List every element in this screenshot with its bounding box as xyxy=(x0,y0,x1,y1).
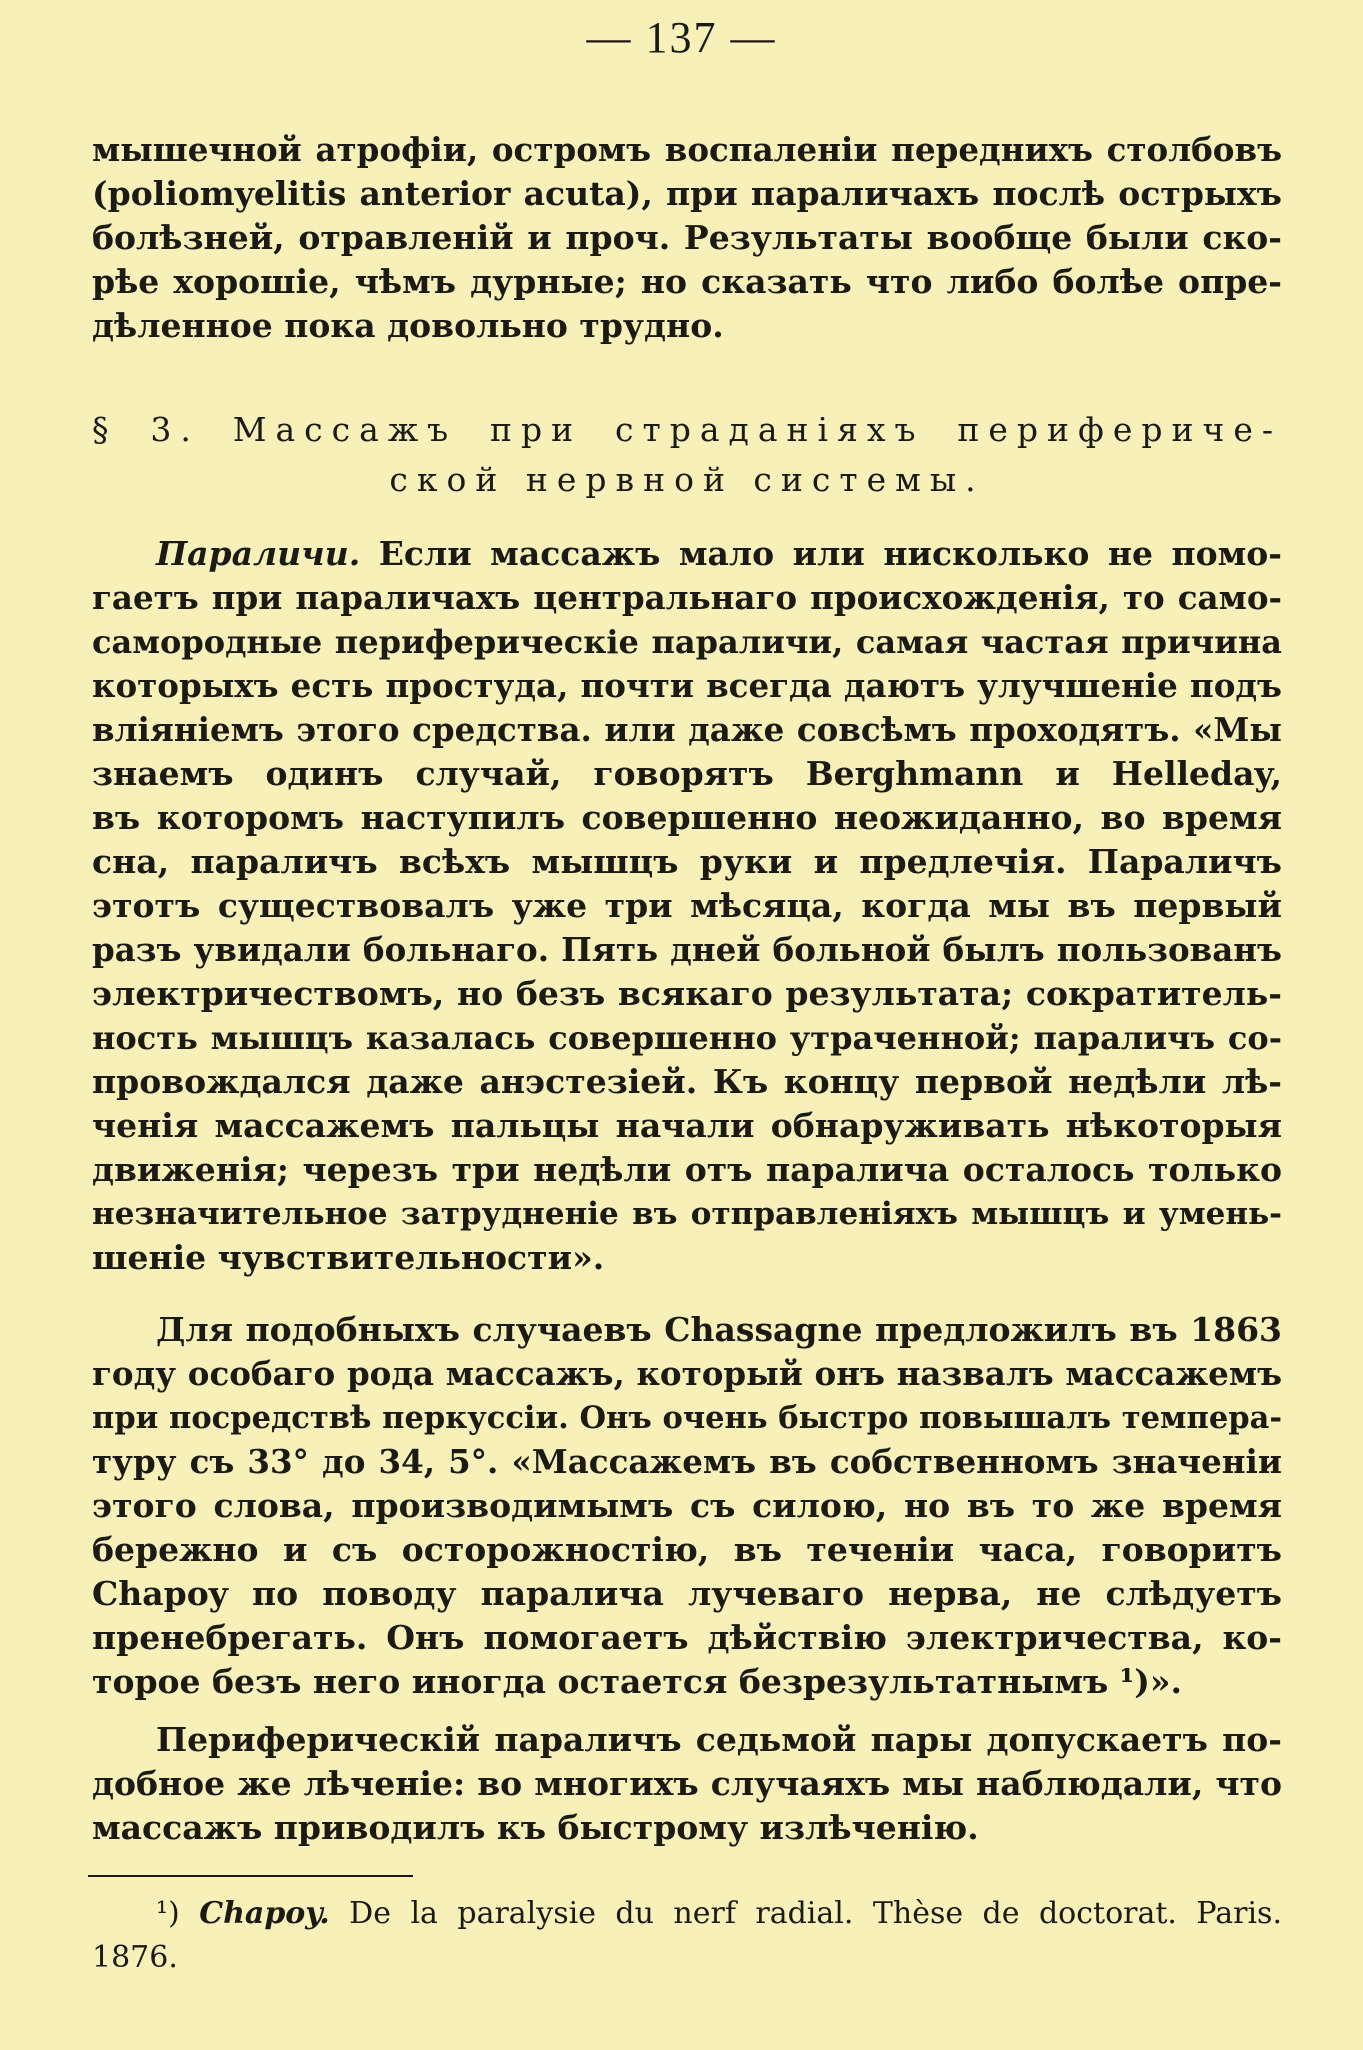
footnote-line-1 xyxy=(92,1892,1282,1936)
footnote-rule xyxy=(88,1875,413,1877)
text-line: бережно и съ осторожностiю, въ теченiи часа, говоритъ xyxy=(92,1530,1282,1569)
text-line: торое безъ него иногда остается безрезультатнымъ ¹)». xyxy=(92,1662,1182,1701)
section-heading-line-1: § 3. Массажъ при страданiяхъ периферичe- xyxy=(92,410,1282,449)
section-heading-line-2: ской нервной системы. xyxy=(389,460,985,499)
text-line: движенiя; черезъ три недѣли отъ паралича осталось только xyxy=(92,1150,1282,1189)
footnote-text: De la paralysie du nerf radial. Thèse de doctorat. Paris. xyxy=(329,1896,1282,1931)
text-line: шенiе чувствительности». xyxy=(92,1238,605,1277)
text-line: году особаго рода массажъ, который онъ назвалъ массажемъ xyxy=(92,1354,1282,1393)
paragraph-4 xyxy=(92,1718,1282,1850)
text-line: этотъ существовалъ уже три мѣсяца, когда мы въ первый xyxy=(92,886,1282,925)
paragraph-1 xyxy=(92,128,1282,348)
text-line: въ которомъ наступилъ совершенно неожиданно, во время xyxy=(92,798,1282,837)
text-line: этого слова, производимымъ съ силою, но въ то же время xyxy=(92,1486,1282,1525)
text-line: ченiя массажемъ пальцы начали обнаруживать нѣкоторыя xyxy=(92,1106,1282,1145)
text-line: разъ увидали больнаго. Пять дней больной былъ пользованъ xyxy=(92,930,1282,969)
footnote xyxy=(92,1892,1282,1980)
text-line: ность мышцъ казалась совершенно утраченной; параличъ со- xyxy=(92,1019,1282,1057)
text-line: рѣе хорошiе, чѣмъ дурные; но сказать что либо болѣе опре- xyxy=(92,262,1282,301)
text-line: мышечной атрофiи, остромъ воспаленiи переднихъ столбовъ xyxy=(92,130,1282,169)
text-line: (poliomyelitis anterior acuta), при параличахъ послѣ острыхъ xyxy=(92,174,1282,213)
paragraph-lead-italic: Параличи. xyxy=(156,534,361,573)
text-fragment: Если массажъ мало или нисколько не помо- xyxy=(360,534,1282,573)
text-line: Для подобныхъ случаевъ Chassagne предложилъ въ 1863 xyxy=(156,1310,1282,1349)
text-line: знаемъ одинъ случай, говорятъ Berghmann и Helleday, xyxy=(92,754,1282,793)
text-line: сна, параличъ всѣхъ мышцъ руки и предлечiя. Параличъ xyxy=(92,842,1282,881)
text-line: массажъ приводилъ къ быстрому излѣченiю. xyxy=(92,1808,979,1847)
paragraph-2 xyxy=(92,532,1282,1280)
text-line: пренебрегать. Онъ помогаетъ дѣйствiю электричества, ко- xyxy=(92,1618,1282,1657)
text-line: влiянiемъ этого средства. или даже совсѣмъ проходятъ. «Мы xyxy=(92,710,1282,749)
text-line: добное же лѣченiе: во многихъ случаяхъ мы наблюдали, что xyxy=(92,1764,1282,1803)
text-line: провождался даже анэстезiей. Къ концу первой недѣли лѣ- xyxy=(92,1062,1282,1101)
text-line: дѣленное пока довольно трудно. xyxy=(92,306,724,345)
text-line: Chapoy по поводу паралича лучеваго нерва, не слѣдуетъ xyxy=(92,1574,1282,1613)
text-line: незначительное затрудненiе въ отправленiяхъ мышцъ и умень- xyxy=(92,1196,1282,1232)
section-heading xyxy=(92,405,1282,505)
text-line xyxy=(92,532,1282,576)
footnote-author: Chapoy. xyxy=(199,1896,330,1931)
text-line: туру съ 33° до 34, 5°. «Массажемъ въ собственномъ значенiи xyxy=(92,1442,1282,1481)
page-number: — 137 — xyxy=(586,13,777,62)
text-line: самородные периферическiе параличи, самая частая причина xyxy=(92,623,1282,661)
text-line: которыхъ есть простуда, почти всегда даютъ улучшенiе подъ xyxy=(92,666,1282,705)
text-line: электричествомъ, но безъ всякаго результата; сократитель- xyxy=(92,974,1282,1013)
footnote-line-2: 1876. xyxy=(92,1940,178,1975)
text-line: гаетъ при параличахъ центральнаго происхожденiя, то само- xyxy=(92,578,1282,617)
paragraph-3 xyxy=(92,1308,1282,1704)
footnote-marker: ¹) xyxy=(156,1896,180,1931)
text-line: Периферическiй параличъ седьмой пары допускаетъ по- xyxy=(156,1720,1282,1759)
text-line: при посредствѣ перкуссiи. Онъ очень быстро повышалъ темпера- xyxy=(92,1400,1282,1436)
text-line: болѣзней, отравленiй и проч. Результаты вообще были ско- xyxy=(92,218,1282,257)
